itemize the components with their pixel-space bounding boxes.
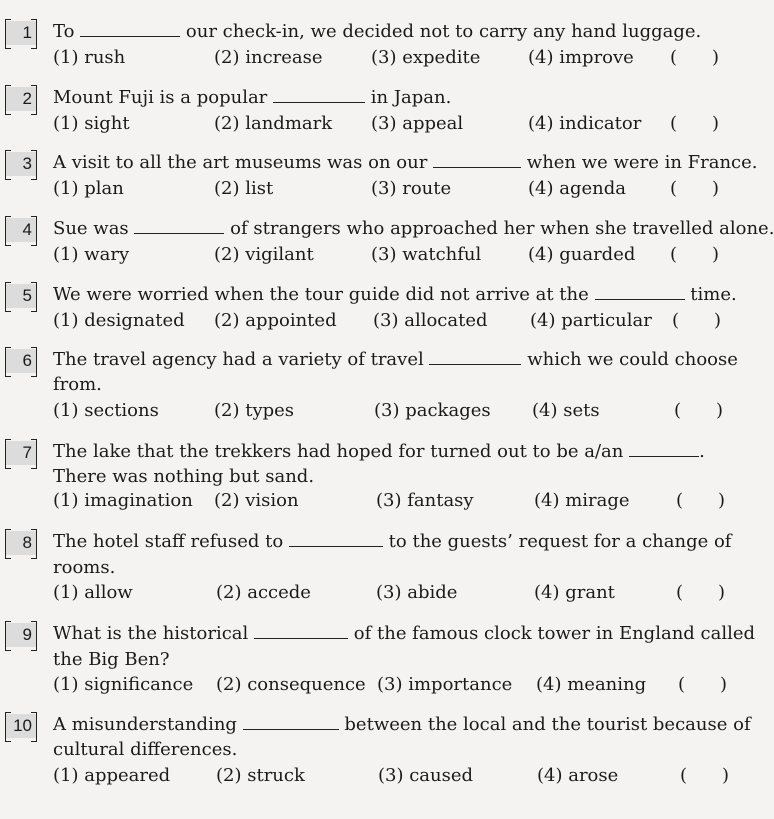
answer-blank[interactable] <box>80 20 180 37</box>
question-stem-continued: from. <box>53 374 102 395</box>
answer-parentheses[interactable]: ( ) <box>676 490 726 511</box>
option-1[interactable]: (1) wary <box>53 244 130 265</box>
option-1[interactable]: (1) allow <box>53 582 133 603</box>
option-1[interactable]: (1) designated <box>53 310 185 331</box>
answer-parentheses[interactable]: ( ) <box>680 765 730 786</box>
question-stem-continued: cultural differences. <box>53 739 238 760</box>
answer-parentheses[interactable]: ( ) <box>678 674 728 695</box>
option-2[interactable]: (2) vision <box>214 490 299 511</box>
option-4[interactable]: (4) meaning <box>536 674 647 695</box>
question-number: 8 <box>6 531 36 555</box>
answer-blank[interactable] <box>595 283 685 300</box>
option-4[interactable]: (4) sets <box>532 400 600 421</box>
answer-parentheses[interactable]: ( ) <box>670 178 720 199</box>
option-1[interactable]: (1) plan <box>53 178 124 199</box>
option-3[interactable]: (3) expedite <box>371 47 481 68</box>
question-stem: Mount Fuji is a popular in Japan. <box>53 87 452 108</box>
question-number: 1 <box>6 21 36 45</box>
question-stem: We were worried when the tour guide did not arrive at the time. <box>53 284 737 305</box>
option-2[interactable]: (2) types <box>214 400 295 421</box>
option-3[interactable]: (3) watchful <box>371 244 482 265</box>
question-stem: The lake that the trekkers had hoped for turned out to be a/an . <box>53 441 705 462</box>
answer-blank[interactable] <box>433 151 521 168</box>
question-stem: Sue was of strangers who approached her when she travelled alone. <box>53 218 774 239</box>
option-1[interactable]: (1) sight <box>53 113 130 134</box>
question-stem-continued: There was nothing but sand. <box>53 466 315 487</box>
question-stem: To our check-in, we decided not to carry any hand luggage. <box>53 21 702 42</box>
option-3[interactable]: (3) caused <box>378 765 474 786</box>
question-number: 6 <box>6 349 36 373</box>
question-stem: A misunderstanding between the local and the tourist because of <box>53 714 751 735</box>
answer-parentheses[interactable]: ( ) <box>674 400 724 421</box>
answer-parentheses[interactable]: ( ) <box>670 47 720 68</box>
answer-parentheses[interactable]: ( ) <box>676 582 726 603</box>
option-3[interactable]: (3) packages <box>374 400 491 421</box>
question-number: 5 <box>6 284 36 308</box>
answer-blank[interactable] <box>243 713 339 730</box>
option-4[interactable]: (4) agenda <box>528 178 626 199</box>
option-2[interactable]: (2) accede <box>216 582 311 603</box>
answer-blank[interactable] <box>273 86 365 103</box>
option-4[interactable]: (4) mirage <box>534 490 630 511</box>
option-4[interactable]: (4) guarded <box>528 244 636 265</box>
question-number: 7 <box>6 441 36 465</box>
option-3[interactable]: (3) route <box>371 178 452 199</box>
answer-parentheses[interactable]: ( ) <box>670 244 720 265</box>
answer-blank[interactable] <box>289 530 383 547</box>
option-3[interactable]: (3) abide <box>376 582 458 603</box>
option-3[interactable]: (3) allocated <box>373 310 488 331</box>
option-2[interactable]: (2) landmark <box>214 113 333 134</box>
option-1[interactable]: (1) imagination <box>53 490 193 511</box>
option-1[interactable]: (1) rush <box>53 47 126 68</box>
question-stem: The travel agency had a variety of travel which we could choose <box>53 349 738 370</box>
option-4[interactable]: (4) grant <box>534 582 615 603</box>
option-4[interactable]: (4) indicator <box>528 113 642 134</box>
option-3[interactable]: (3) fantasy <box>376 490 474 511</box>
question-stem: What is the historical of the famous clock tower in England called <box>53 623 756 644</box>
question-number: 9 <box>6 623 36 647</box>
question-stem: A visit to all the art museums was on our when we were in France. <box>53 152 758 173</box>
option-2[interactable]: (2) vigilant <box>214 244 314 265</box>
option-4[interactable]: (4) arose <box>537 765 619 786</box>
answer-parentheses[interactable]: ( ) <box>670 113 720 134</box>
question-stem: The hotel staff refused to to the guests’ request for a change of <box>53 531 732 552</box>
question-number: 4 <box>6 218 36 242</box>
option-2[interactable]: (2) list <box>214 178 274 199</box>
option-2[interactable]: (2) increase <box>214 47 323 68</box>
answer-blank[interactable] <box>254 622 348 639</box>
option-3[interactable]: (3) importance <box>377 674 513 695</box>
option-3[interactable]: (3) appeal <box>371 113 464 134</box>
option-2[interactable]: (2) struck <box>216 765 305 786</box>
question-stem-continued: the Big Ben? <box>53 649 170 670</box>
answer-parentheses[interactable]: ( ) <box>672 310 722 331</box>
option-1[interactable]: (1) significance <box>53 674 194 695</box>
answer-blank[interactable] <box>134 217 224 234</box>
question-stem-continued: rooms. <box>53 557 116 578</box>
option-4[interactable]: (4) improve <box>528 47 634 68</box>
question-number: 3 <box>6 152 36 176</box>
option-2[interactable]: (2) consequence <box>216 674 366 695</box>
option-1[interactable]: (1) sections <box>53 400 159 421</box>
question-number: 2 <box>6 87 36 111</box>
option-4[interactable]: (4) particular <box>530 310 652 331</box>
question-number: 10 <box>6 714 36 738</box>
option-1[interactable]: (1) appeared <box>53 765 171 786</box>
answer-blank[interactable] <box>629 440 699 457</box>
option-2[interactable]: (2) appointed <box>214 310 337 331</box>
answer-blank[interactable] <box>429 348 521 365</box>
